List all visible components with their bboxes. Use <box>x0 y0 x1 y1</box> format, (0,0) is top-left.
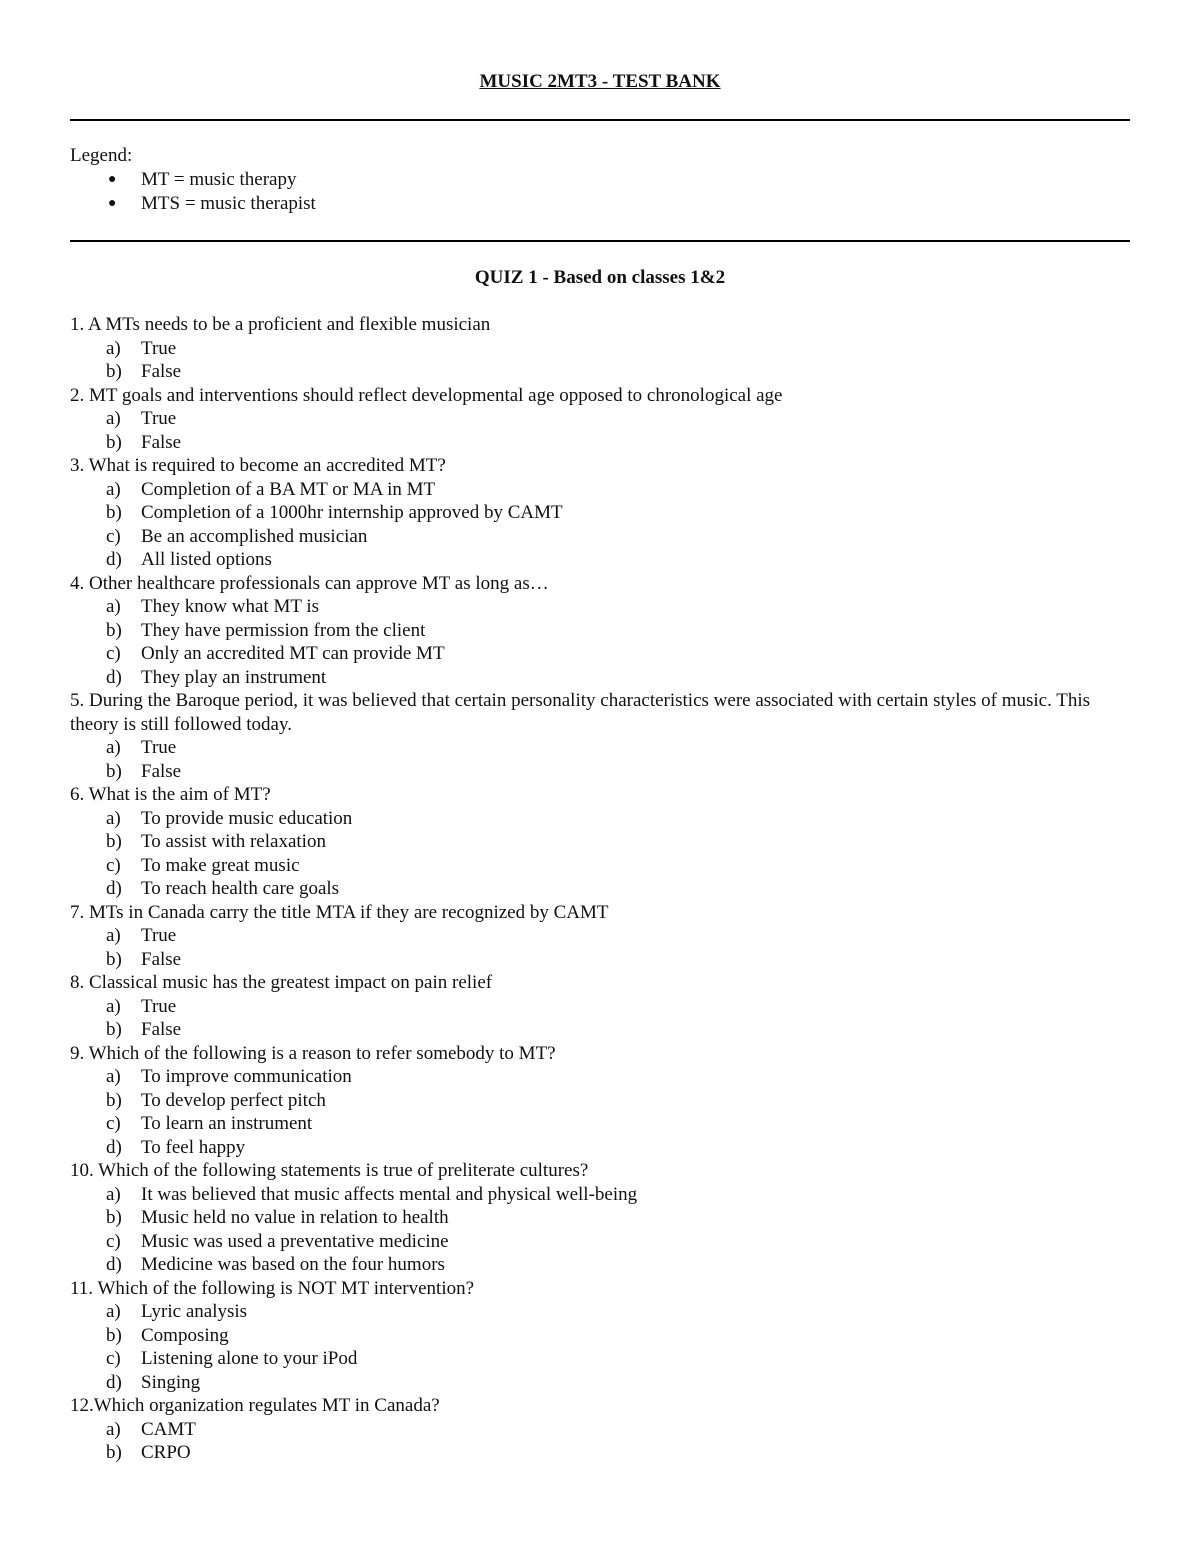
option-letter: c) <box>106 1230 121 1252</box>
option-letter: d) <box>106 878 122 899</box>
option-text: To assist with relaxation <box>141 831 326 852</box>
question-text: 4. Other healthcare professionals can approve MT as long as… <box>70 572 549 594</box>
option-letter: a) <box>106 1418 121 1440</box>
option-text: Lyric analysis <box>141 1301 248 1322</box>
option-text: CAMT <box>141 1418 196 1440</box>
option-letter: b) <box>106 831 122 852</box>
option-text: To improve communication <box>141 1066 352 1087</box>
question-text: 10. Which of the following statements is true of preliterate cultures? <box>70 1160 589 1181</box>
answer-option <box>70 760 1130 784</box>
option-text: Music was used a preventative medicine <box>141 1230 449 1252</box>
option-text: True <box>141 337 177 359</box>
legend-item <box>70 168 1130 192</box>
answer-option <box>70 1018 1130 1042</box>
option-letter: b) <box>106 1089 122 1111</box>
quiz-title: QUIZ 1 - Based on classes 1&2 <box>474 267 726 288</box>
horizontal-rule <box>70 240 1130 242</box>
option-text: They know what MT is <box>141 596 320 617</box>
answer-option <box>70 1441 1130 1465</box>
option-letter: b) <box>106 1019 122 1040</box>
option-text: They play an instrument <box>141 666 327 688</box>
legend-item-text: MT = music therapy <box>141 169 297 190</box>
option-letter: a) <box>106 1183 121 1205</box>
option-text: To reach health care goals <box>141 878 340 899</box>
question-block <box>70 454 1130 572</box>
option-letter: b) <box>106 1442 122 1463</box>
question-list <box>70 313 1130 1465</box>
option-letter: c) <box>106 525 121 547</box>
answer-option <box>70 666 1130 690</box>
answer-option <box>70 431 1130 455</box>
legend-item-text: MTS = music therapist <box>141 193 316 214</box>
option-letter: d) <box>106 549 122 570</box>
option-letter: a) <box>106 995 121 1017</box>
answer-option <box>70 877 1130 901</box>
bullet-icon: ● <box>108 196 117 211</box>
option-letter: d) <box>106 666 122 688</box>
question-text: 3. What is required to become an accredited MT? <box>70 455 446 476</box>
answer-option <box>70 525 1130 549</box>
option-text: Be an accomplished musician <box>141 525 368 547</box>
option-letter: a) <box>106 925 121 946</box>
question-block <box>70 1159 1130 1277</box>
option-text: Music held no value in relation to health <box>141 1207 449 1228</box>
option-letter: d) <box>106 1254 122 1275</box>
answer-option <box>70 407 1130 431</box>
question-block <box>70 1277 1130 1395</box>
option-text: True <box>141 737 177 758</box>
option-letter: b) <box>106 948 122 970</box>
answer-option <box>70 478 1130 502</box>
option-letter: d) <box>106 1371 122 1393</box>
answer-option <box>70 830 1130 854</box>
answer-option <box>70 501 1130 525</box>
option-letter: b) <box>106 361 122 382</box>
document-title: MUSIC 2MT3 - TEST BANK <box>479 71 721 92</box>
option-text: To feel happy <box>141 1136 246 1158</box>
question-text: 8. Classical music has the greatest impact on pain relief <box>70 972 493 993</box>
question-text: 11. Which of the following is NOT MT intervention? <box>70 1277 475 1299</box>
legend-item <box>70 192 1130 216</box>
bullet-icon: ● <box>108 172 117 187</box>
answer-option <box>70 1324 1130 1348</box>
option-text: False <box>141 361 182 382</box>
question-text: 1. A MTs needs to be a proficient and flexible musician <box>70 314 491 335</box>
option-text: True <box>141 408 177 429</box>
legend-label: Legend: <box>70 145 133 166</box>
answer-option <box>70 1300 1130 1324</box>
option-text: True <box>141 995 177 1017</box>
answer-option <box>70 337 1130 361</box>
answer-option <box>70 1183 1130 1207</box>
option-letter: c) <box>106 1348 121 1369</box>
option-letter: a) <box>106 1301 121 1322</box>
option-text: To learn an instrument <box>141 1113 313 1134</box>
option-letter: b) <box>106 760 122 782</box>
question-block <box>70 572 1130 690</box>
option-text: Only an accredited MT can provide MT <box>141 643 445 664</box>
option-letter: a) <box>106 337 121 359</box>
option-letter: c) <box>106 1113 121 1134</box>
option-text: Completion of a BA MT or MA in MT <box>141 478 436 500</box>
option-text: Listening alone to your iPod <box>141 1348 358 1369</box>
answer-option <box>70 1253 1130 1277</box>
answer-option <box>70 807 1130 831</box>
option-letter: a) <box>106 408 121 429</box>
option-text: False <box>141 760 182 782</box>
option-letter: b) <box>106 1207 122 1228</box>
answer-option <box>70 995 1130 1019</box>
answer-option <box>70 360 1130 384</box>
answer-option <box>70 924 1130 948</box>
option-text: False <box>141 1019 182 1040</box>
answer-option <box>70 948 1130 972</box>
option-text: To make great music <box>141 854 300 876</box>
answer-option <box>70 595 1130 619</box>
option-text: True <box>141 925 177 946</box>
question-block <box>70 901 1130 972</box>
legend <box>70 144 1130 216</box>
answer-option <box>70 1065 1130 1089</box>
option-text: It was believed that music affects mental and physical well-being <box>141 1183 638 1205</box>
option-letter: d) <box>106 1136 122 1158</box>
option-letter: a) <box>106 737 121 758</box>
option-letter: b) <box>106 431 122 453</box>
question-block <box>70 384 1130 455</box>
option-text: CRPO <box>141 1442 191 1463</box>
answer-option <box>70 1112 1130 1136</box>
option-letter: a) <box>106 596 121 617</box>
option-letter: a) <box>106 807 121 829</box>
legend-list <box>70 168 1130 216</box>
answer-option <box>70 1136 1130 1160</box>
option-letter: b) <box>106 502 122 523</box>
question-block <box>70 689 1130 783</box>
answer-option <box>70 619 1130 643</box>
question-block <box>70 783 1130 901</box>
option-text: All listed options <box>141 549 272 570</box>
answer-option <box>70 1206 1130 1230</box>
horizontal-rule <box>70 119 1130 121</box>
question-text: 2. MT goals and interventions should reflect developmental age opposed to chronological age <box>70 384 783 406</box>
option-text: False <box>141 431 182 453</box>
option-text: Composing <box>141 1324 229 1346</box>
answer-option <box>70 736 1130 760</box>
answer-option <box>70 1230 1130 1254</box>
question-block <box>70 971 1130 1042</box>
option-letter: c) <box>106 643 121 664</box>
option-letter: b) <box>106 619 122 641</box>
answer-option <box>70 1347 1130 1371</box>
answer-option <box>70 1371 1130 1395</box>
option-letter: a) <box>106 1066 121 1087</box>
option-letter: c) <box>106 854 121 876</box>
question-block <box>70 1042 1130 1160</box>
question-text: 6. What is the aim of MT? <box>70 784 271 805</box>
option-text: Medicine was based on the four humors <box>141 1254 445 1275</box>
answer-option <box>70 1089 1130 1113</box>
question-text: 12.Which organization regulates MT in Canada? <box>70 1395 440 1416</box>
option-letter: b) <box>106 1324 122 1346</box>
question-block <box>70 1394 1130 1465</box>
question-text: 9. Which of the following is a reason to refer somebody to MT? <box>70 1042 556 1064</box>
question-text: 7. MTs in Canada carry the title MTA if they are recognized by CAMT <box>70 901 609 923</box>
answer-option <box>70 854 1130 878</box>
question-text: 5. During the Baroque period, it was believed that certain personality characteristics were associated with certain styles of music. This theory is still followed today. <box>70 690 1091 735</box>
answer-option <box>70 548 1130 572</box>
answer-option <box>70 642 1130 666</box>
option-text: To provide music education <box>141 807 353 829</box>
option-text: Completion of a 1000hr internship approved by CAMT <box>141 502 563 523</box>
option-text: False <box>141 948 182 970</box>
option-text: To develop perfect pitch <box>141 1089 326 1111</box>
option-text: They have permission from the client <box>141 619 426 641</box>
question-block <box>70 313 1130 384</box>
option-letter: a) <box>106 478 121 500</box>
option-text: Singing <box>141 1371 201 1393</box>
answer-option <box>70 1418 1130 1442</box>
